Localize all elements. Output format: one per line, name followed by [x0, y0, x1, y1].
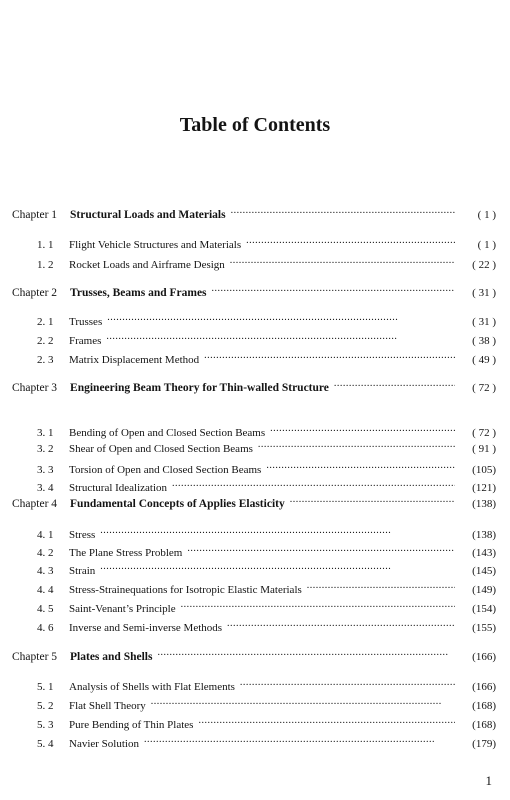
dot-leader: [198, 716, 455, 728]
toc-chapter[interactable]: [12, 206, 496, 222]
page-number: (121): [472, 482, 496, 494]
dot-leader: [187, 544, 455, 556]
toc-section[interactable]: [12, 735, 496, 751]
toc-section[interactable]: [12, 256, 496, 272]
section-number: 4. 5: [37, 603, 54, 615]
dot-leader: [106, 332, 455, 344]
page-number: (105): [472, 464, 496, 476]
dot-leader: [266, 461, 455, 473]
toc-section[interactable]: [12, 479, 496, 495]
dot-leader: [246, 236, 455, 248]
section-number: 2. 3: [37, 354, 54, 366]
page-number: (155): [472, 622, 496, 634]
chapter-title: Structural Loads and Materials: [70, 209, 226, 221]
toc-chapter[interactable]: [12, 284, 496, 300]
toc-section[interactable]: [12, 581, 496, 597]
section-number: 2. 1: [37, 316, 54, 328]
toc-section[interactable]: [12, 424, 496, 440]
section-number: 5. 2: [37, 700, 54, 712]
page-folio: 1: [485, 773, 492, 788]
section-title: Trusses: [69, 316, 103, 328]
section-number: 3. 1: [37, 427, 54, 439]
toc-chapter[interactable]: [12, 495, 496, 511]
dot-leader: [240, 678, 455, 690]
section-title: The Plane Stress Problem: [69, 547, 183, 559]
section-title: Matrix Displacement Method: [69, 354, 200, 366]
dot-leader: [107, 313, 455, 325]
toc-section[interactable]: [12, 526, 496, 542]
dot-leader: [270, 424, 455, 436]
dot-leader: [157, 648, 455, 660]
section-title: Saint-Venant’s Principle: [69, 603, 176, 615]
section-number: 2. 2: [37, 335, 54, 347]
toc-section[interactable]: [12, 351, 496, 367]
page-number: (168): [472, 719, 496, 731]
section-title: Stress: [69, 529, 96, 541]
toc-chapter[interactable]: [12, 648, 496, 664]
chapter-title: Engineering Beam Theory for Thin-walled Structure: [70, 382, 329, 394]
toc-section[interactable]: [12, 562, 496, 578]
dot-leader: [181, 600, 455, 612]
section-number: 3. 3: [37, 464, 54, 476]
chapter-number: Chapter 5: [12, 651, 58, 663]
chapter-title: Fundamental Concepts of Applies Elasticity: [70, 498, 285, 510]
section-number: 1. 1: [37, 239, 54, 251]
toc-section[interactable]: [12, 332, 496, 348]
page-number: ( 72 ): [472, 382, 496, 394]
section-number: 5. 4: [37, 738, 54, 750]
dot-leader: [172, 479, 455, 491]
page-number: ( 22 ): [472, 259, 496, 271]
page-number: ( 38 ): [472, 335, 496, 347]
toc-section[interactable]: [12, 678, 496, 694]
page-number: ( 31 ): [472, 316, 496, 328]
section-number: 1. 2: [37, 259, 54, 271]
section-number: 4. 3: [37, 565, 54, 577]
toc-section[interactable]: [12, 600, 496, 616]
toc-section[interactable]: [12, 716, 496, 732]
page-number: (179): [472, 738, 496, 750]
chapter-number: Chapter 4: [12, 498, 58, 510]
page-number: (138): [472, 529, 496, 541]
section-title: Analysis of Shells with Flat Elements: [69, 681, 235, 693]
page-number: (138): [472, 498, 496, 510]
page-number: (149): [472, 584, 496, 596]
dot-leader: [204, 351, 455, 363]
section-number: 4. 1: [37, 529, 54, 541]
toc-section[interactable]: [12, 236, 496, 252]
section-title: Strain: [69, 565, 96, 577]
page-number: ( 1 ): [477, 209, 496, 221]
chapter-title: Trusses, Beams and Frames: [70, 287, 207, 299]
page-number: ( 31 ): [472, 287, 496, 299]
page-number: (166): [472, 681, 496, 693]
page-title: Table of Contents: [179, 114, 331, 136]
chapter-title: Plates and Shells: [70, 651, 153, 663]
toc-section[interactable]: [12, 697, 496, 713]
page-number: (143): [472, 547, 496, 559]
dot-leader: [334, 379, 455, 391]
section-title: Structural Idealization: [69, 482, 168, 494]
page-number: ( 49 ): [472, 354, 496, 366]
dot-leader: [290, 495, 455, 507]
section-title: Bending of Open and Closed Section Beams: [69, 427, 266, 439]
chapter-number: Chapter 3: [12, 382, 58, 394]
toc-section[interactable]: [12, 461, 496, 477]
page-number: (154): [472, 603, 496, 615]
dot-leader: [100, 526, 455, 538]
page-number: ( 1 ): [477, 239, 496, 251]
dot-leader: [227, 619, 455, 631]
dot-leader: [100, 562, 455, 574]
section-title: Pure Bending of Thin Plates: [69, 719, 194, 731]
section-title: Inverse and Semi-inverse Methods: [69, 622, 223, 634]
section-number: 4. 2: [37, 547, 54, 559]
chapter-number: Chapter 1: [12, 209, 58, 221]
section-title: Navier Solution: [69, 738, 139, 750]
section-number: 4. 4: [37, 584, 54, 596]
page-number: ( 91 ): [472, 443, 496, 455]
section-title: Shear of Open and Closed Section Beams: [69, 443, 253, 455]
section-number: 5. 1: [37, 681, 54, 693]
section-title: Stress-Strainequations for Isotropic Elastic Materials: [69, 584, 302, 596]
page-number: ( 72 ): [472, 427, 496, 439]
section-title: Flat Shell Theory: [69, 700, 146, 712]
page-number: (166): [472, 651, 496, 663]
section-number: 3. 2: [37, 443, 54, 455]
dot-leader: [231, 206, 455, 218]
section-title: Rocket Loads and Airframe Design: [69, 259, 225, 271]
dot-leader: [212, 284, 455, 296]
toc-section[interactable]: [12, 544, 496, 560]
dot-leader: [230, 256, 455, 268]
section-title: Frames: [69, 335, 102, 347]
toc-section[interactable]: [12, 313, 496, 329]
dot-leader: [258, 440, 455, 452]
chapter-number: Chapter 2: [12, 287, 58, 299]
section-title: Flight Vehicle Structures and Materials: [69, 239, 242, 251]
section-number: 5. 3: [37, 719, 54, 731]
toc-chapter[interactable]: [12, 379, 496, 395]
dot-leader: [307, 581, 455, 593]
dot-leader: [144, 735, 455, 747]
section-number: 4. 6: [37, 622, 54, 634]
page-number: (168): [472, 700, 496, 712]
section-number: 3. 4: [37, 482, 54, 494]
toc-section[interactable]: [12, 619, 496, 635]
toc-section[interactable]: [12, 440, 496, 456]
dot-leader: [151, 697, 455, 709]
section-title: Torsion of Open and Closed Section Beams: [69, 464, 262, 476]
page-number: (145): [472, 565, 496, 577]
